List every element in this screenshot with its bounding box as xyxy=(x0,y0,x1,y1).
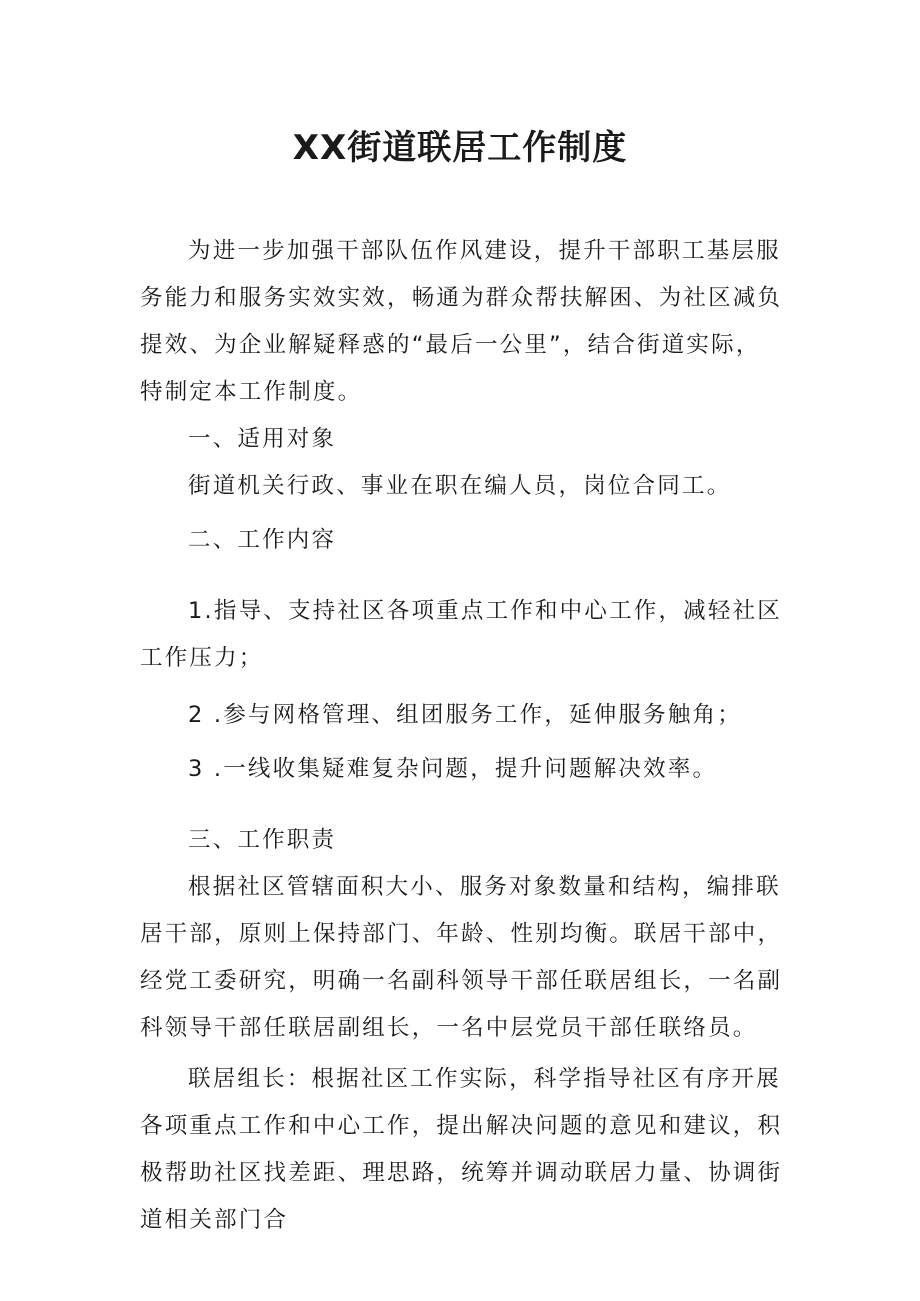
section-heading-duties: 三、工作职责 xyxy=(188,827,337,853)
content-item-1: 1.指导、支持社区各项重点工作和中心工作，减轻社区工作压力； xyxy=(140,598,782,671)
section-heading-scope: 一、适用对象 xyxy=(188,426,337,452)
content-item-2: 2 .参与网格管理、组团服务工作，延伸服务触角； xyxy=(188,702,742,728)
duties-paragraph-2: 联居组长：根据社区工作实际，科学指导社区有序开展各项重点工作和中心工作，提出解决问题的意见和建议，积极帮助社区找差距、理思路，统筹并调动联居力量、协调街道相关部门合 xyxy=(140,1066,783,1233)
content-item-3: 3 .一线收集疑难复杂问题，提升问题解决效率。 xyxy=(188,756,718,782)
scope-paragraph: 街道机关行政、事业在职在编人员，岗位合同工。 xyxy=(188,473,732,499)
section-heading-content: 二、工作内容 xyxy=(188,527,337,553)
intro-paragraph: 为进一步加强干部队伍作风建设，提升干部职工基层服务能力和服务实效实效，畅通为群众帮扶解困、为社区减负提效、为企业解疑释惑的“最后一公里”，结合街道实际，特制定本工作制度。 xyxy=(140,238,783,405)
duties-paragraph-1: 根据社区管辖面积大小、服务对象数量和结构，编排联居干部，原则上保持部门、年龄、性别均衡。联居干部中，经党工委研究，明确一名副科领导干部任联居组长，一名副科领导干部任联居副组长，一名中层党员干部任联络员。 xyxy=(140,874,783,1041)
document-title: XX街道联居工作制度 xyxy=(292,128,628,168)
